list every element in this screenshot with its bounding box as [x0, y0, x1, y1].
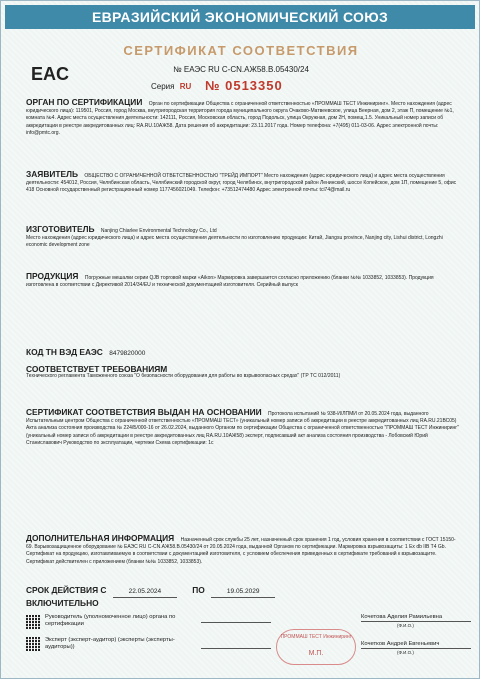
- section-requirements: [26, 366, 459, 380]
- product-label: ПРОДУКЦИЯ: [26, 271, 79, 281]
- validity-inclusive: ВКЛЮЧИТЕЛЬНО: [26, 598, 99, 608]
- section-validity: [26, 585, 459, 608]
- section-tnved: [26, 349, 459, 358]
- manufacturer-label: ИЗГОТОВИТЕЛЬ: [26, 224, 95, 234]
- tnved-label: КОД ТН ВЭД ЕАЭС: [26, 347, 103, 357]
- additional-text: Назначенный срок службы 25 лет, назначенный срок хранения 1 год, условия хранения в соответствии с ГОСТ 15150-69. Взрывозащищенное оборудование № ЕАЭС RU С-CN.АЖ58.В.05430/24 от 20.05.2024 года, выданной Органом по сертификации. Маркировка взрывозащиты: 1 Ex db IIB T4 Gb. Сертификат на продукцию, изготавливаемую в соответствии с документацией изготовителя, с условием обеспечения приведенных в сертификате требований к взрывозащите. Сертификат действителен с приложением (бланки №№ 1033852, 1033853).: [26, 537, 456, 565]
- manufacturer-name: Nanjing Chiarlee Environmental Technology Co., Ltd: [100, 228, 217, 234]
- section-manufacturer: [26, 226, 459, 250]
- section-applicant: [26, 171, 459, 195]
- series-line: [151, 82, 191, 91]
- requirements-text: Технического регламента Таможенного союза "О безопасности оборудования для работы во взрывоопасных средах" (ТР ТС 012/2011): [26, 373, 341, 380]
- qr-code-icon: [26, 615, 40, 629]
- qr-code-icon: [26, 637, 40, 651]
- certificate-number: № ЕАЭС RU C-CN.АЖ58.В.05430/24: [173, 65, 309, 74]
- additional-label: ДОПОЛНИТЕЛЬНАЯ ИНФОРМАЦИЯ: [26, 533, 175, 543]
- validity-from: 22.05.2024: [113, 587, 177, 598]
- series-label: Серия: [151, 82, 175, 91]
- organ-text: Орган по сертификации Общества с ограниченной ответственностью «ПРОММАШ ТЕСТ Инжиниринг». Место нахождения (адрес юридического лица): 119501, Россия, город Москва, внутригородская территория города муниципального округа Очаково-Матвеевское, улица Веерная, дом 2, этаж П, помещение №1, комната №4. Адрес места осуществления деятельности: 142111, Россия, Московская область, город Подольск, улица Окружная, дом 2Н, помещ.1.5. Уникальный номер записи об аккредитации в реестре аккредитованных лиц: RA.RU.10АЖ58. Дата решения об аккредитации: 23.11.2017 года. Номер телефона: +7(495) 011-03-06. Адрес электронной почты: info@pmtc.org.: [26, 101, 454, 136]
- seal-text: ПРОММАШ ТЕСТ Инжиниринг: [280, 634, 352, 640]
- head-signature-label: Руководитель (уполномоченное лицо) органа по сертификации: [45, 614, 176, 627]
- basis-text: Протокола испытаний № 938-И/ЛПМИ от 20.05.2024 года, выданного Испытательным центром Общества с ограниченной ответственностью «ПРОММАШ ТЕСТ» (уникальный номер записи об аккредитации в реестре аккредитованных лиц RA.RU.21ВС05) Акта анализа состояния производства № 224/Б/000-16 от 26.02.2024, выданного Органом по сертификации Общества с ограниченной ответственностью "ПРОММАШ ТЕСТ Инжиниринг" (уникальный номер записи об аккредитации в реестре аккредитованных лиц RA.RU.10АЖ58) эксперт, подписавший акт анализа состояния производства - Лобовский Юрий Станиславович Руководство по эксплуатации, чертежи Схема сертификации: 1с: [26, 411, 459, 446]
- manufacturer-text: Место нахождения (адрес юридического лица) и адрес места осуществления деятельности по изготовлению продукции: Китай, Jiangsu province, Nanjing city, Lishui district, Longzhi economic development zone: [26, 235, 443, 249]
- union-banner: ЕВРАЗИЙСКИЙ ЭКОНОМИЧЕСКИЙ СОЮЗ: [5, 5, 475, 29]
- section-organ: [26, 99, 459, 137]
- certificate-title: СЕРТИФИКАТ СООТВЕТСТВИЯ: [123, 43, 359, 58]
- expert-signature-line: [201, 647, 271, 649]
- product-text: Погружные мешалки серии QJB торговой марки «Aikon» Маркировка завершается согласно приложению (бланки №№ 1033852, 1033853). Продукция изготовлена в соответствии с Директивой 2014/34/EU и технической документацией изготовителя. Серийный выпуск: [26, 275, 434, 289]
- organ-label: ОРГАН ПО СЕРТИФИКАЦИИ: [26, 97, 143, 107]
- tnved-value: 8479820000: [109, 350, 146, 357]
- head-fio-caption: (Ф.И.О.): [397, 623, 414, 628]
- section-product: [26, 273, 459, 289]
- organization-seal: [276, 629, 356, 665]
- expert-name: Кочетков Андрей Евгеньевич: [361, 641, 471, 649]
- head-signature-line: [201, 621, 271, 623]
- section-additional: [26, 535, 459, 566]
- section-basis: [26, 409, 459, 447]
- validity-to-label: ПО: [192, 585, 205, 595]
- head-name: Кочетова Аделия Рамильевна: [361, 614, 471, 622]
- series-code: RU: [179, 82, 192, 91]
- validity-label: СРОК ДЕЙСТВИЯ С: [26, 585, 107, 595]
- series-number: № 0513350: [205, 78, 283, 93]
- eac-logo: EAC: [31, 64, 70, 84]
- basis-label: СЕРТИФИКАТ СООТВЕТСТВИЯ ВЫДАН НА ОСНОВАНИИ: [26, 407, 262, 417]
- validity-to: 19.05.2029: [211, 587, 275, 598]
- applicant-label: ЗАЯВИТЕЛЬ: [26, 169, 78, 179]
- seal-mp: М.П.: [308, 650, 324, 657]
- expert-signature-label: Эксперт (эксперт-аудитор) (эксперты (эксперты-аудиторы)): [45, 637, 175, 650]
- requirements-label: СООТВЕТСТВУЕТ ТРЕБОВАНИЯМ: [26, 364, 168, 374]
- applicant-text: ОБЩЕСТВО С ОГРАНИЧЕННОЙ ОТВЕТСТВЕННОСТЬЮ "ТРЕЙД ИМПОРТ" Место нахождения (адрес юридического лица) и адрес места осуществления деятельности: 454012, Россия, Челябинская область, Челябинский городской округ, город Челябинск, внутригородской район Ленинский, шоссе Копейское, дом 1П, помещение 5, офис 418 Основной государственный регистрационный номер 1177456021049. Телефон: +73512474480 Адрес электронной почты: tci74@mail.ru: [26, 173, 457, 194]
- expert-fio-caption: (Ф.И.О.): [397, 650, 414, 655]
